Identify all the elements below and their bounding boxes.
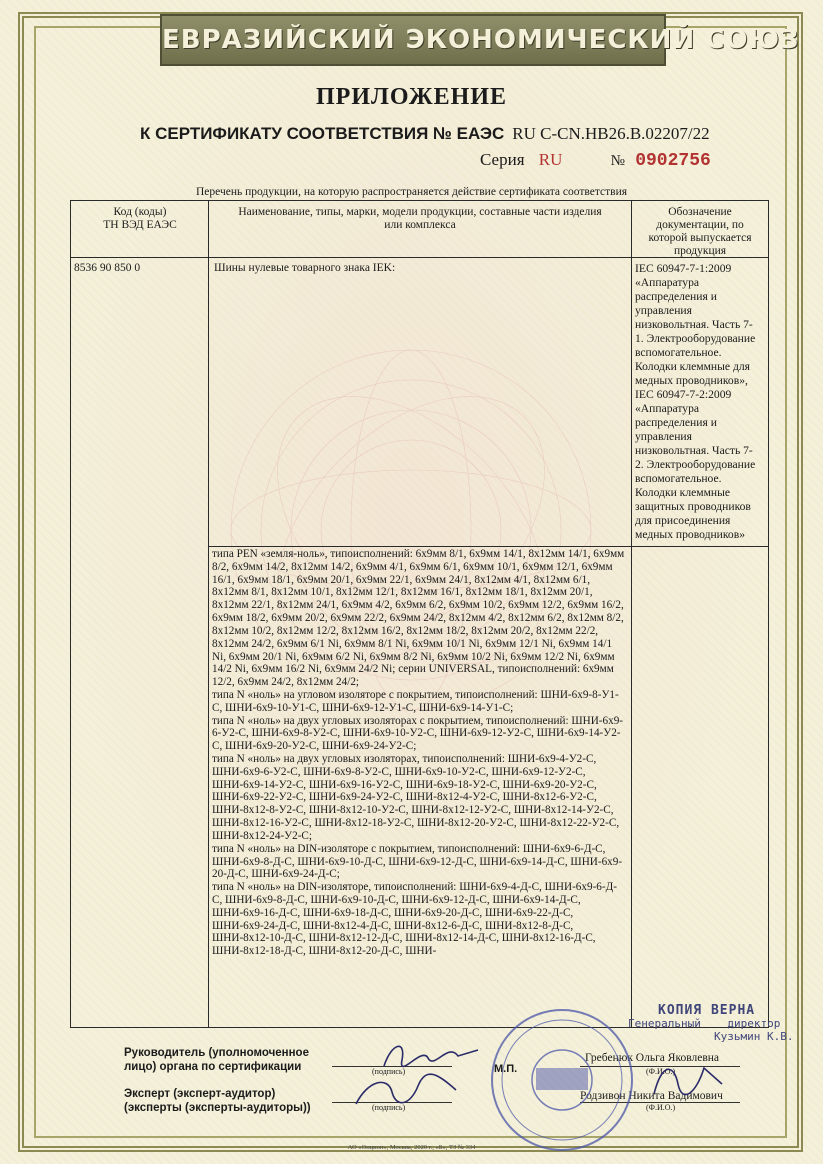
head-label: Руководитель (уполномоченное лицо) органа по сертификации <box>124 1047 309 1073</box>
union-banner: ЕВРАЗИЙСКИЙ ЭКОНОМИЧЕСКИЙ СОЮЗ <box>160 14 666 66</box>
product-description: типа PEN «земля-ноль», типоисполнений: 6х9мм 8/1, 6х9мм 14/1, 8х12мм 14/1, 6х9мм 8/2, 6х9мм 14/2, 8х12мм 14/2, 6х9мм 4/1, 6х9мм 6/1, 6х9мм 10/1, 6х9мм 12/1, 6х9мм 16/1, 6х9мм 18/1, 6х9мм 20/1, 6х9мм 22/1, 6х9мм 24/1, 8х12мм 4/1, 8х12мм 6/1, 8х12мм 8/1, 8х12мм 10/1, 8х12мм 12/1, 8х12мм 16/1, 8х12мм 18/1, 8х12мм 20/1, 8х12мм 22/1, 8х12мм 24/1, 6х9мм 4/2, 6х9мм 6/2, 6х9мм 10/2, 6х9мм 12/2, 6х9мм 16/2, 6х9мм 18/2, 6х9мм 20/2, 6х9мм 22/2, 6х9мм 24/2, 8х12мм 4/2, 8х12мм 6/2, 8х12мм 8/2, 8х12мм 10/2, 8х12мм 12/2, 8х12мм 16/2, 8х12мм 18/2, 8х12мм 20/2, 8х12мм 22/2, 8х12мм 24/2, 6х9мм 6/1 Ni, 6х9мм 8/1 Ni, 6х9мм 10/1 Ni, 6х9мм 12/1 Ni, 6х9мм 14/1 Ni, 6х9мм 20/1 Ni, 6х9мм 6/2 Ni, 6х9мм 8/2 Ni, 6х9мм 10/2 Ni, 6х9мм 12/2 Ni, 6х9мм 14/2 Ni, 6х9мм 16/2 Ni, 6х9мм 24/2 Ni; серии UNIVERSAL, типоисполнений: 6х9мм 12/2, 6х9мм 24/2, 8х12мм 24/2; типа N «ноль» на угловом изоляторе с покрытием, типоисполнений: ШНИ-6х9-8-У1-С, ШНИ-6х9-10-У1-С, ШНИ-6х9-12-У1-С, ШНИ-6х9-14-У1-С; типа N «ноль» на двух угловых изоляторах с покрытием, типоисполнений: ШНИ-6х9-6-У2-С, ШНИ-6х9-8-У2-С, ШНИ-6х9-10-У2-С, ШНИ-6х9-12-У2-С, ШНИ-6х9-14-У2-С, ШНИ-6х9-20-У2-С, ШНИ-6х9-24-У2-С; типа N «ноль» на двух угловых изоляторах, типоисполнений: ШНИ-6х9-4-У2-С, ШНИ-6х9-6-У2-С, ШНИ-6х9-8-У2-С, ШНИ-6х9-10-У2-С, ШНИ-6х9-12-У2-С, ШНИ-6х9-14-У2-С, ШНИ-6х9-16-У2-С, ШНИ-6х9-18-У2-С, ШНИ-6х9-20-У2-С, ШНИ-6х9-22-У2-С, ШНИ-6х9-24-У2-С, ШНИ-8х12-4-У2-С, ШНИ-8х12-6-У2-С, ШНИ-8х12-8-У2-С, ШНИ-8х12-10-У2-С, ШНИ-8х12-12-У2-С, ШНИ-8х12-14-У2-С, ШНИ-8х12-16-У2-С, ШНИ-8х12-18-У2-С, ШНИ-8х12-20-У2-С, ШНИ-8х12-22-У2-С, ШНИ-8х12-24-У2-С; типа N «ноль» на DIN-изоляторе с покрытием, типоисполнений: ШНИ-6х9-6-Д-С, ШНИ-6х9-8-Д-С, ШНИ-6х9-10-Д-С, ШНИ-6х9-12-Д-С, ШНИ-6х9-14-Д-С, ШНИ-6х9-20-Д-С, ШНИ-6х9-24-Д-С; типа N «ноль» на DIN-изоляторе, типоисполнений: ШНИ-6х9-4-Д-С, ШНИ-6х9-6-Д-С, ШНИ-6х9-8-Д-С, ШНИ-6х9-10-Д-С, ШНИ-6х9-12-Д-С, ШНИ-6х9-14-Д-С, ШНИ-6х9-16-Д-С, ШНИ-6х9-18-Д-С, ШНИ-6х9-20-Д-С, ШНИ-6х9-22-Д-С, ШНИ-6х9-24-Д-С, ШНИ-8х12-4-Д-С, ШНИ-8х12-6-Д-С, ШНИ-8х12-8-Д-С, ШНИ-8х12-10-Д-С, ШНИ-8х12-12-Д-С, ШНИ-8х12-14-Д-С, ШНИ-8х12-16-Д-С, ШНИ-8х12-18-Д-С, ШНИ-8х12-20-Д-С, ШНИ- <box>212 548 625 958</box>
table-col-divider-1 <box>208 200 209 1028</box>
seal-label: М.П. <box>494 1063 518 1075</box>
header-docs: Обозначение документации, по которой выпускается продукция <box>648 206 752 257</box>
director-signature <box>648 1054 728 1104</box>
head-fio-caption: (Ф.И.О.) <box>646 1067 676 1076</box>
row-code: 8536 90 850 0 <box>74 262 141 274</box>
copy-stamp-title: КОПИЯ ВЕРНА <box>658 1003 756 1018</box>
table-border-right <box>768 200 769 1028</box>
row-name: Шины нулевые товарного знака IEK: <box>214 262 396 274</box>
expert-fio-caption: (Ф.И.О.) <box>646 1103 676 1112</box>
table-border-top <box>70 200 769 201</box>
copy-certified-stamp <box>628 1004 800 1043</box>
blank-number-label: № <box>610 153 625 169</box>
header-name: Наименование, типы, марки, модели продукции, составные части изделия или комплекса <box>238 206 602 231</box>
expert-name: Родзивон Никита Вадимович <box>580 1090 723 1102</box>
series-label: Серия <box>480 150 525 169</box>
table-col-divider-2 <box>631 200 632 1028</box>
head-name: Гребенюк Ольга Яковлевна <box>585 1052 720 1064</box>
series-line <box>480 150 711 171</box>
certificate-number: RU C-CN.НВ26.В.02207/22 <box>512 124 710 143</box>
expert-sign-caption: (подпись) <box>372 1103 406 1112</box>
certificate-line <box>140 124 800 144</box>
row-docs: IEC 60947-7-1:2009 «Аппаратура распределения и управления низковольтная. Часть 7- 1. Электрооборудование вспомогательное. Колодки клеммные для медных проводников», IEC 60947-7-2:2009 «Аппаратура распределения и управления низковольтная. Часть 7- 2. Электрооборудование вспомогательное. Колодки клеммные защитных проводников для присоединения медных проводников» <box>635 262 756 541</box>
header-code: Код (коды) ТН ВЭД ЕАЭС <box>103 206 177 231</box>
certificate-label: К СЕРТИФИКАТУ СООТВЕТСТВИЯ № ЕАЭС <box>140 124 505 143</box>
copy-stamp-position: Генеральный директор <box>628 1017 781 1030</box>
table-row-divider <box>208 546 769 547</box>
head-sign-caption: (подпись) <box>372 1067 406 1076</box>
expert-signature <box>348 1070 468 1114</box>
table-border-left <box>70 200 71 1028</box>
printer-footer: АО «Опцион», Москва, 2020 г., «Б», ТЗ № 334 <box>347 1144 476 1151</box>
series-value: RU <box>538 150 563 169</box>
expert-label: Эксперт (эксперт-аудитор) (эксперты (эксперты-аудиторы)) <box>124 1088 311 1114</box>
round-seal <box>488 1006 636 1154</box>
blank-number: 0902756 <box>635 151 711 171</box>
page-title: ПРИЛОЖЕНИЕ <box>315 84 508 110</box>
copy-stamp-name: Кузьмин К.В. <box>714 1030 794 1043</box>
list-caption: Перечень продукции, на которую распространяется действие сертификата соответствия <box>195 186 628 198</box>
